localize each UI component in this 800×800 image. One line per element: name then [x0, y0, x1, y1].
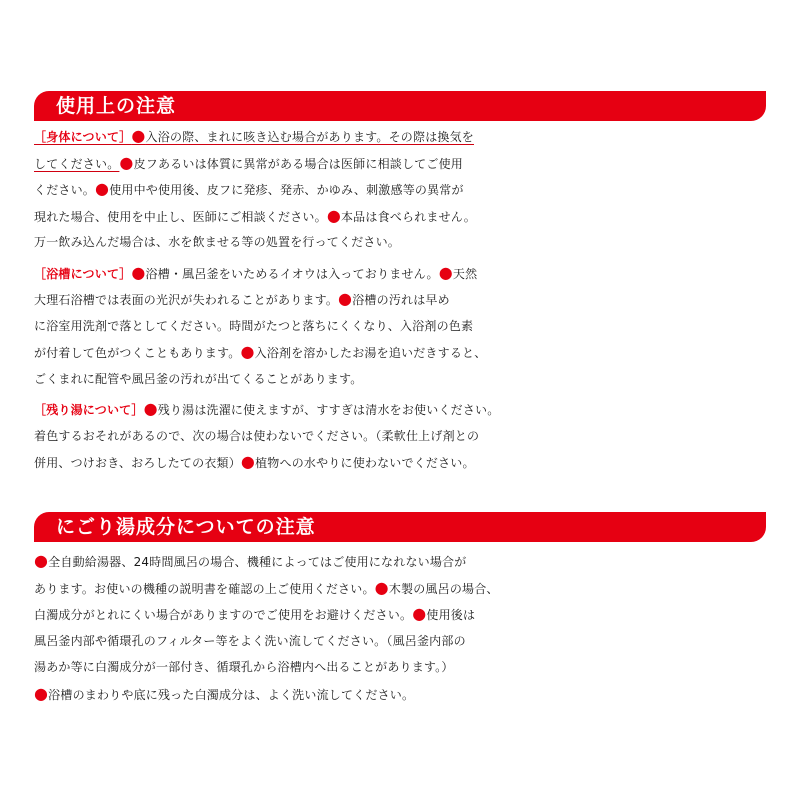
bullet-icon: ●: [240, 342, 255, 361]
text-line: [34, 575, 774, 602]
text-line: [34, 654, 774, 681]
bullet-icon: ●: [131, 262, 146, 282]
bullet-icon: ●: [338, 289, 353, 308]
text-line: [34, 203, 774, 230]
section-header-cloudy-caution: [34, 512, 766, 542]
text: 入浴の際、まれに咳き込む場合があります。その際は換気を: [145, 130, 474, 144]
tag-leftover: ［残り湯について］: [34, 403, 144, 417]
text-line: [34, 260, 774, 287]
text: 皮フあるいは体質に異常がある場合は医師に相談してご使用: [133, 156, 463, 171]
text: が付着して色がつくこともあります。: [34, 346, 241, 360]
text: 風呂釜内部や循環孔のフィルター等をよく洗い流してください。（風呂釜内部の: [34, 633, 466, 648]
text: 浴槽のまわりや底に残った白濁成分は、よく洗い流してください。: [48, 687, 415, 702]
text: 大理石浴槽では表面の光沢が失われることがあります。: [34, 293, 339, 307]
text: 使用後は: [426, 608, 476, 622]
text: 併用、つけおき、おろしたての衣類）: [34, 456, 241, 470]
text: 浴槽の汚れは早め: [352, 293, 450, 307]
bullet-icon: ●: [34, 551, 49, 570]
text: 残り湯は洗濯に使えますが、すすぎは清水をお使いください。: [157, 403, 500, 417]
section-header-usage-caution: [34, 91, 766, 121]
text-line: [34, 449, 774, 476]
text: 天然: [452, 266, 478, 281]
bullet-icon: ●: [326, 205, 341, 225]
bullet-icon: ●: [374, 577, 389, 597]
bullet-icon: ●: [412, 604, 427, 623]
text: 全自動給湯器、24時間風呂の場合、機種によってはご使用になれない場合が: [48, 555, 467, 569]
bullet-icon: ●: [131, 126, 146, 145]
text-line: [34, 628, 774, 655]
text: に浴室用洗剤で落としてください。時間がたつと落ちにくくなり、入浴剤の色素: [34, 318, 474, 333]
usage-caution-body: [34, 123, 774, 476]
text-line: [34, 366, 774, 393]
text-line: [34, 681, 774, 708]
bullet-icon: ●: [34, 683, 49, 703]
text-line: [34, 176, 774, 203]
text-line: [34, 548, 774, 575]
text: ください。: [34, 183, 96, 197]
text-line: [34, 396, 774, 423]
text-line: [34, 286, 774, 313]
section-title: にごり湯成分についての注意: [56, 516, 316, 538]
bullet-icon: ●: [95, 179, 110, 198]
text: 万一飲み込んだ場合は、水を飲ませる等の処置を行ってください。: [34, 235, 401, 249]
text: 木製の風呂の場合、: [388, 581, 499, 596]
text-line: [34, 123, 774, 150]
text-line: [34, 601, 774, 628]
text: 入浴剤を溶かしたお湯を追いだきすると、: [254, 346, 487, 360]
text: あります。お使いの機種の説明書を確認の上ご使用ください。: [34, 581, 375, 596]
text-line: [34, 423, 774, 450]
text: 使用中や使用後、皮フに発疹、発赤、かゆみ、刺激感等の異常が: [109, 183, 464, 197]
text: 湯あか等に白濁成分が一部付き、循環孔から浴槽内へ出ることがあります。）: [34, 660, 454, 674]
bullet-icon: ●: [438, 262, 453, 282]
text: 現れた場合、使用を中止し、医師にご相談ください。: [34, 209, 327, 224]
text: 着色するおそれがあるので、次の場合は使わないでください。（柔軟仕上げ剤との: [34, 428, 480, 443]
text-line: [34, 229, 774, 256]
tag-tub: ［浴槽について］: [34, 266, 132, 281]
cloudy-caution-body: [34, 548, 774, 707]
text-line: [34, 150, 774, 177]
tag-body: ［身体について］: [34, 130, 132, 144]
text: 白濁成分がとれにくい場合がありますのでご使用をお避けください。: [34, 608, 413, 622]
bullet-icon: ●: [240, 452, 256, 471]
text: 浴槽・風呂釜をいためるイオウは入っておりません。: [145, 266, 439, 281]
text: 植物への水やりに使わないでください。: [255, 456, 475, 470]
text-line: [34, 339, 774, 366]
text: 本品は食べられません。: [340, 209, 476, 224]
bullet-icon: ●: [143, 399, 158, 418]
text: してください。: [34, 156, 120, 171]
section-title: 使用上の注意: [56, 95, 177, 117]
bullet-icon: ●: [119, 152, 134, 172]
text: ごくまれに配管や風呂釜の汚れが出てくることがあります。: [34, 371, 363, 386]
text-line: [34, 313, 774, 340]
